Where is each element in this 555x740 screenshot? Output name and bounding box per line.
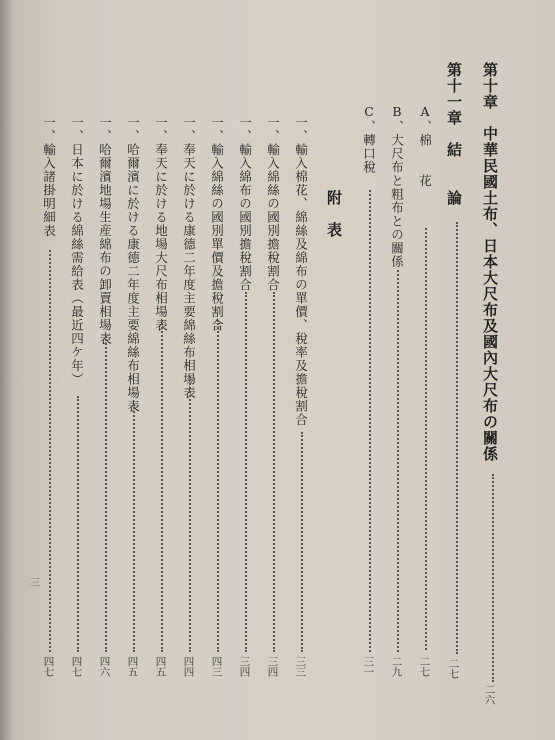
- page-number: 四四: [182, 656, 195, 677]
- leader-dots: [245, 292, 247, 652]
- leader-dots: [217, 320, 219, 652]
- leader-dots: [301, 432, 303, 652]
- leader-dots: [49, 250, 51, 652]
- toc-entry-appendix: 一、哈爾濱に於ける康德二年度主要綿絲布相場表: [125, 116, 141, 413]
- toc-entry-chapter-11: 第十一章 結 論: [445, 62, 463, 206]
- page-number: 三一: [362, 656, 375, 677]
- page-number: 二七: [447, 658, 460, 679]
- page-number: 三四: [266, 656, 279, 677]
- page-number: 四七: [70, 656, 83, 677]
- toc-entry-section-b: B、大尺布と粗布との關係: [389, 104, 405, 269]
- page-number: 二七: [418, 656, 431, 677]
- leader-dots: [273, 292, 275, 652]
- leader-dots: [369, 190, 371, 652]
- page-number: 三四: [238, 656, 251, 677]
- page-number: 二六: [483, 684, 496, 705]
- toc-entry-appendix: 一、輸入諸掛明細表: [41, 116, 57, 238]
- page-number: 四五: [126, 656, 139, 677]
- toc-entry-appendix: 一、輸入綿布の國別擔稅割合: [237, 116, 253, 292]
- page-number: 四六: [98, 656, 111, 677]
- toc-entry-appendix: 一、奉天に於ける康德二年度主要綿絲布相場表: [181, 116, 197, 400]
- page-number: 三三: [294, 656, 307, 677]
- leader-dots: [397, 270, 399, 652]
- leader-dots: [133, 404, 135, 652]
- leader-dots: [425, 228, 427, 650]
- toc-entry-section-c: C、轉口稅: [361, 104, 377, 174]
- toc-entry-section-a: A、棉 花: [417, 104, 433, 188]
- leader-dots: [105, 336, 107, 652]
- toc-entry-chapter-10: 第十章 中華民國土布、日本大尺布及國內大尺布の關係: [481, 62, 499, 462]
- page-number: 四三: [210, 656, 223, 677]
- page-number: 二九: [390, 656, 403, 677]
- toc-entry-appendix: 一、奉天に於ける地場大尺布相場表: [153, 116, 169, 332]
- toc-entry-appendix: 一、日本に於ける綿絲需給表（最近四ケ年）: [69, 116, 85, 386]
- book-gutter: [0, 0, 14, 740]
- toc-entry-appendix: 一、輸入綿絲の國別擔稅割合: [265, 116, 281, 292]
- appendix-heading: 附 表: [325, 190, 343, 238]
- page-number: 四七: [42, 656, 55, 677]
- leader-dots: [456, 222, 458, 654]
- leader-dots: [77, 396, 79, 652]
- toc-entry-appendix: 一、哈爾濱地場生産綿布の卸賣相場表: [97, 116, 113, 346]
- leader-dots: [189, 376, 191, 652]
- toc-entry-appendix: 一、輸入綿絲の國別單價及擔稅割合: [209, 116, 225, 332]
- toc-entry-appendix: 一、輸入棉花、綿絲及綿布の單價、稅率及擔稅割合: [293, 116, 309, 427]
- leader-dots: [161, 320, 163, 652]
- page-number: 四五: [154, 656, 167, 677]
- folio-page-number: 三: [30, 578, 40, 589]
- leader-dots: [492, 474, 494, 682]
